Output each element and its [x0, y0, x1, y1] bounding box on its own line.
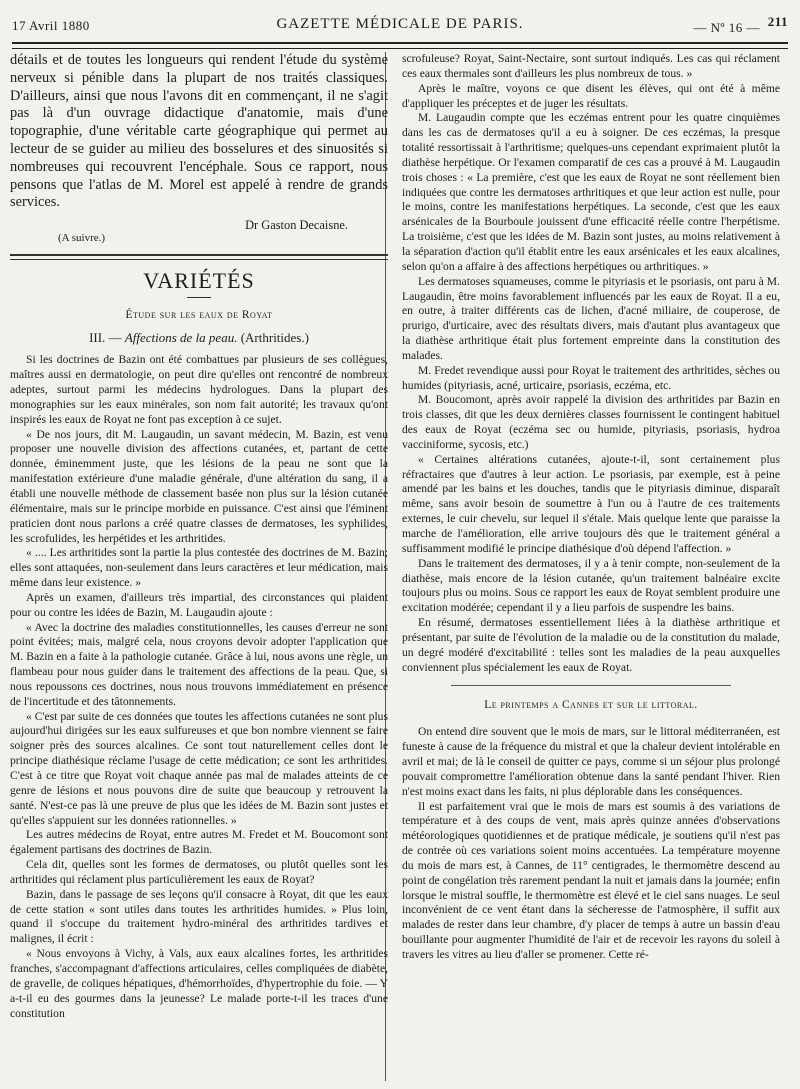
left-column	[10, 52, 388, 1081]
paragraph: Cela dit, quelles sont les formes de dermatoses, ou plutôt quelles sont les arthritides qui réclament plus particulièrement les eaux de Royat?	[10, 858, 388, 886]
article-heading: Le printemps a Cannes et sur le littoral.	[484, 699, 698, 712]
header-rule	[12, 42, 788, 49]
author-signature: Dr Gaston Decaisne.	[245, 218, 348, 233]
paragraph: Les autres médecins de Royat, entre autres M. Fredet et M. Boucomont sont également partisans des doctrines de Bazin.	[10, 828, 388, 857]
paragraph: « Nous envoyons à Vichy, à Vals, aux eaux alcalines fortes, les arthritides franches, s'accompagnant d'affections articulaires, celles compliquées de diabète, de gravelle, de coliques hépatiques, d'hémorrhoïdes, d'hypertrophie du foie. — Y a-t-il eu des gourmes dans la jeunesse? Le malade porte-t-il les traces d'une constitution	[10, 947, 388, 1020]
running-header	[12, 14, 788, 38]
page-number: 211	[767, 14, 788, 29]
paragraph: Il est parfaitement vrai que le mois de mars est soumis à des variations de température et à des coups de vent, mais après quinze années d'observations météorologiques quotidiennes et de pratique médicale, je soutiens qu'il n'est pas de contrée où ces variations soient moins accentuées. La température moyenne du mois de mars est, à Cannes, de 11° centigrades, le thermomètre descend au point de congélation très rarement pendant la nuit et jamais dans la journée; enfin lorsque le mistral souffle, le thermomètre est élevé et le ciel sans nuages. Le seul inconvénient de ce vent étant dans la sécheresse de l'atmosphère, il suffit aux malades de rester dans leur chambre, d'y placer de temps à autre un bassin d'eau bouillante pour augmenter l'humidité de l'air et de recevoir les rayons du soleil à travers les vitres au lieu d'aller se promener. Cette ré-	[402, 799, 780, 961]
article-separator	[451, 685, 731, 686]
paragraph: « De nos jours, dit M. Laugaudin, un savant médecin, M. Bazin, est venu proposer une nouvelle division des affections cutanées, et, partant de cette donnée, éminemment juste, que les lésions de la peau ne sont que la manifestation extérieure d'une maladie générale, d'une altération du sang, il a établi une nouvelle méthode de classement basée non plus sur la lésion cutanée élémentaire, mais sur le principe morbide en puissance. C'est ainsi que l'éminent praticien dont nous parlons a créé quatre classes de dermatoses, les syphilides, les scrofulides, les herpétides et les arthritides.	[10, 427, 388, 545]
paragraph: M. Fredet revendique aussi pour Royat le traitement des arthritides, sèches ou humides (pityriasis, acné, urticaire, psoriasis, eczéma, etc.	[402, 363, 780, 392]
paragraph: « Avec la doctrine des maladies constitutionnelles, les causes d'erreur ne sont point évitées; mais, malgré cela, nous croyons devoir adopter l'application que M. Bazin en a faite à la pathologie cutanée. Grâce à lui, nous avons une règle, un flambeau pour nous guider dans le traitement des affections de la peau. Que, si nous repoussons ces doctrines, nous nous trouvons immédiatement en présence de l'incertitude et des tâtonnements.	[10, 620, 388, 708]
to-be-continued: (A suivre.)	[58, 232, 106, 245]
subtitle-number: III. —	[89, 329, 122, 345]
issue-number: — Nº 16 —	[693, 20, 760, 35]
paragraph: M. Laugaudin compte que les eczémas entrent pour les quatre cinquièmes dans les cas de dermatoses qu'il a eu à soigner. De ces eczémas, la presque totalité ressortissait à l'arthritisme; quelques-uns cependant exprimaient plutôt la diathèse herpétique. Or l'examen comparatif de ces cas a prouvé à M. Laugaudin trois choses : « La première, c'est que les eaux de Royat ne sont réellement bien indiquées que contre les dermatoses arthritiques et que leur action est nulle, pour le moins, contre les manifestations herpétiques. La seconde, c'est que les eaux arsénicales de la Bourboule jouissent d'une efficacité réelle contre l'herpétisme. La troisième, c'est que les idées de M. Bazin sont justes, au moins relativement à la séparation d'action qu'il établit entre les eaux arsénicales et les eaux alcalines, selon qu'on a affaire à des affections herpétiques ou arthritiques. »	[402, 111, 780, 273]
paragraph: Dans le traitement des dermatoses, il y a à tenir compte, non-seulement de la diathèse, mais encore de la lésion cutanée, qu'un traitement balnéaire excite toujours plus ou moins. Sous ce rapport les eaux de Royat semblent produire une excitation modérée; cependant il y a lieu parfois de suspendre les bains.	[402, 556, 780, 615]
paragraph: « C'est par suite de ces données que toutes les affections cutanées ne sont plus aujourd'hui dirigées sur les eaux sulfureuses et que bon nombre viennent se faire soigner près des sources alcalines. Ce sont tout naturellement celles dont le principe diathésique réclame l'usage de cette médication; ce sont les arthritides. C'est à ce titre que Royat voit chaque année pas mal de malades atteints de ce genre de lésions et nous pouvons dire de suite que beaucoup y retrouvent la santé. N'est-ce pas là une preuve de plus que les idées de M. Bazin sont justes et qu'elles s'appuient sur les données rationnelles. »	[10, 709, 388, 827]
paragraph: Les dermatoses squameuses, comme le pityriasis et le psoriasis, ont paru à M. Laugaudin, être moins favorablement influencés par les eaux de Royat. Il a eu, en outre, à traiter différents cas de lichen, d'acné miliaire, de couperose, de prurigo, d'urticaire, avec des résultats divers, mais d'autant plus avantageux que la diathèse arthritique était plus fortement empreinte dans la constitution des malades.	[402, 274, 780, 362]
subtitle-rest: (Arthritides.)	[240, 329, 309, 345]
continued-paragraph: détails et de toutes les longueurs qui rendent l'étude du système nerveux si pénible dans la plupart de nos traités classiques. D'ailleurs, ainsi que nous l'avons dit en commençant, il ne s'agit pas là d'un ouvrage didactique d'anatomie, mais d'une topographie, d'une véritable carte géographique qui permet au lecteur de se guider au milieu des bosselures et des sinuosités si nombreuses qui recouvrent l'encéphale. Sous ce rapport, nous pensons que l'atlas de M. Morel est appelé à rendre de grands services.	[10, 52, 388, 211]
paragraph: Après le maître, voyons ce que disent les élèves, qui ont été à même d'appliquer les préceptes et de juger les résultats.	[402, 81, 780, 110]
paragraph: On entend dire souvent que le mois de mars, sur le littoral méditerranéen, est funeste à cause de la fréquence du mistral et que la chaleur devient intolérable en avril et mai; de là le conseil de quitter ce pays, comme si un séjour plus prolongé pouvait compromettre l'amélioration obtenue dans la santé pendant l'hiver. Rien n'est moins exact dans les faits, ni plus déplorable dans les conséquences.	[402, 725, 780, 798]
subtitle-italic: Affections de la peau.	[124, 329, 238, 345]
paragraph: En résumé, dermatoses essentiellement liées à la diathèse arthritique et présentant, par suite de l'évolution de la maladie ou de la constitution du malade, un degré modéré d'excitabilité : telles sont les maladies de la peau auxquelles conviennent plus spécialement les eaux de Royat.	[402, 616, 780, 674]
paragraph: M. Boucomont, après avoir rappelé la division des arthritides par Bazin en trois classes, dit que les deux dernières classes fournissent le contingent habituel des eaux de Royat (eczéma sec ou humide, pityriasis, psoriasis, hydroa vacciniforme, sycosis, etc.)	[402, 393, 780, 451]
article-title: Étude sur les eaux de Royat	[125, 308, 273, 321]
paragraph: « .... Les arthritides sont la partie la plus contestée des doctrines de M. Bazin; elles sont attaquées, non-seulement dans leurs caractères et leur médication, mais même dans leur existence. »	[10, 546, 388, 590]
section-rule	[10, 254, 388, 260]
paragraph: scrofuleuse? Royat, Saint-Nectaire, sont surtout indiqués. Les cas qui réclament ces eaux thermales sont d'ailleurs les plus nombreux de tous. »	[402, 52, 780, 80]
right-column	[402, 52, 780, 1081]
article-subtitle	[10, 331, 388, 346]
paragraph: Après un examen, d'ailleurs très impartial, des circonstances qui plaident pour ou contre les idées de Bazin, M. Laugaudin ajoute :	[10, 590, 388, 619]
title-dash	[187, 297, 211, 298]
journal-title: GAZETTE MÉDICALE DE PARIS.	[276, 16, 524, 32]
paragraph: Bazin, dans le passage de ses leçons qu'il consacre à Royat, dit que les eaux de cette station « sont utiles dans toutes les arthritides humides. » Plus loin, quand il s'occupe du traitement hydro-minéral des arthritides tardives et malignes, il écrit :	[10, 887, 388, 946]
section-title: VARIÉTÉS	[143, 267, 255, 293]
page-body	[10, 52, 790, 1081]
paragraph: Si les doctrines de Bazin ont été combattues par plusieurs de ses collègues, maîtres aussi en dermatologie, on peut dire qu'elles ont rencontré de nombreux adeptes, surtout parmi les médecins hydrologues. Dans la plupart des monographies sur les eaux minérales, son nom fait autorité; les travaux qu'ont inspirés les eaux de Royat ne font pas exception à ce sujet.	[10, 353, 388, 426]
issue-date: 17 Avril 1880	[12, 18, 90, 33]
paragraph: « Certaines altérations cutanées, ajoute-t-il, sont certainement plus réfractaires que d'autres à leur action. Le psoriasis, par exemple, est à peine amendé par les bains et les douches, tandis que le pityriasis diminue, disparaît même, sans avoir besoin de soumettre à l'un ou à l'autre de ces traitements externes, le cuir chevelu, sur lequel il s'étale. Mais quelque lente que paraisse la marche de l'amélioration, elle arrive toujours dès que le traitement général a suffisamment modifié le principe diathésique d'où dépend l'affection. »	[402, 452, 780, 555]
